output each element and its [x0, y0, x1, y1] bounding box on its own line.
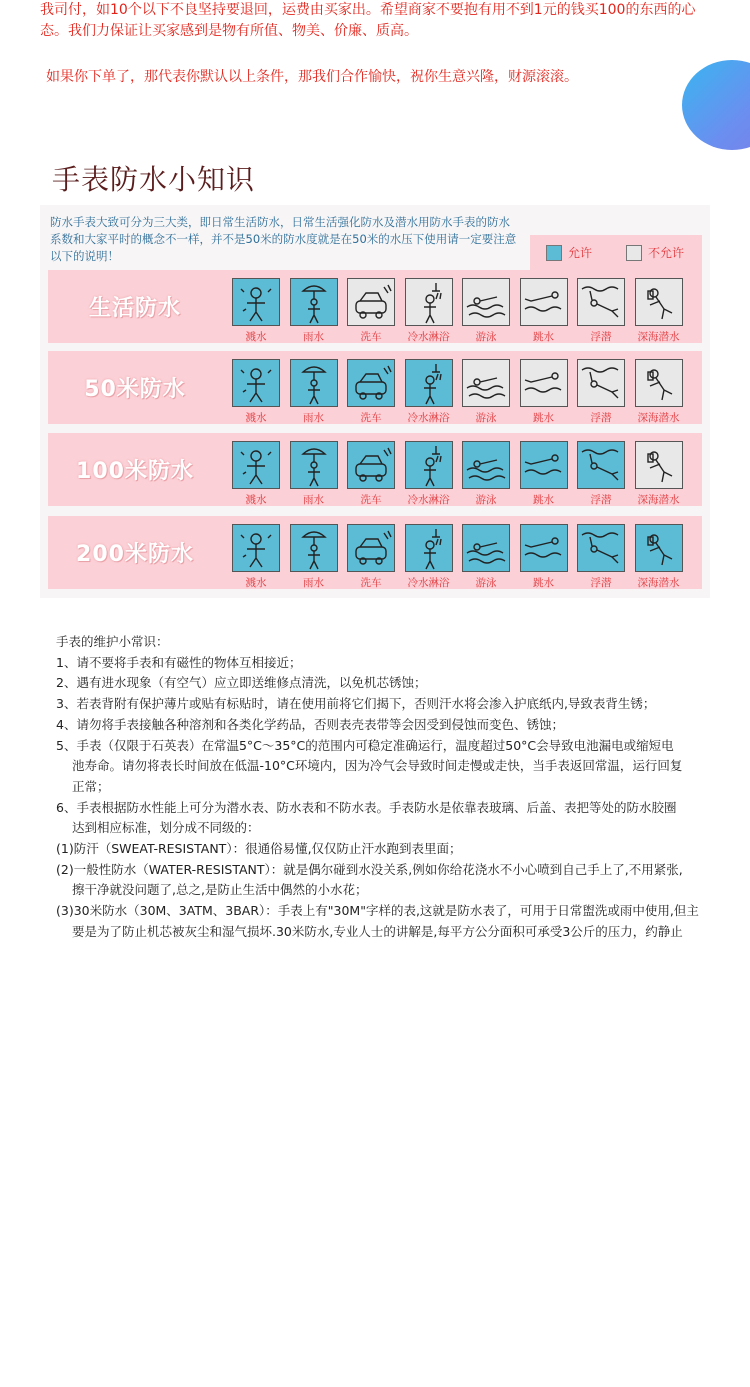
activity-cell — [230, 359, 282, 425]
car-wash-icon — [347, 524, 395, 572]
activity-label: 冷水淋浴 — [407, 331, 450, 343]
care-line: 正常； — [72, 778, 110, 794]
activity-label: 跳水 — [533, 577, 554, 589]
activity-label: 溅水 — [245, 494, 267, 506]
car-wash-icon — [347, 359, 395, 407]
snorkel-icon — [577, 441, 625, 489]
rating-row-label: 生活防水 — [48, 270, 222, 343]
splash-icon — [232, 441, 280, 489]
activity-cell — [345, 278, 397, 344]
waterproof-chart — [40, 205, 710, 598]
care-line: 4、请勿将手表接触各种溶剂和各类化学药品，否则表壳表带等会因受到侵蚀而变色、锈蚀； — [56, 716, 564, 732]
activity-cell — [230, 278, 282, 344]
snorkel-icon — [577, 359, 625, 407]
activity-cell — [633, 524, 685, 590]
activity-label: 跳水 — [533, 494, 554, 506]
care-line: 6、手表根据防水性能上可分为潜水表、防水表和不防水表。手表防水是依靠表玻璃、后盖、表把等处的防水胶圈 — [56, 799, 677, 815]
legend-allow-label: 允许 — [568, 246, 593, 260]
deep-sea-dive-icon — [635, 524, 683, 572]
activity-cell — [288, 441, 340, 507]
activity-label: 浮潜 — [590, 494, 612, 506]
activity-label: 游泳 — [475, 577, 497, 589]
activity-label: 游泳 — [475, 331, 497, 343]
shower-icon — [405, 359, 453, 407]
deep-sea-dive-icon — [635, 278, 683, 326]
activity-label: 雨水 — [303, 577, 324, 589]
rating-row — [222, 351, 702, 424]
rating-row — [222, 270, 702, 343]
dive-icon — [520, 441, 568, 489]
activity-cell — [230, 441, 282, 507]
rain-icon — [290, 278, 338, 326]
activity-label: 冷水淋浴 — [407, 577, 450, 589]
activity-cell — [403, 359, 455, 425]
care-line: 擦干净就没问题了,总之,是防止生活中偶然的小水花； — [72, 882, 368, 898]
dive-icon — [520, 278, 568, 326]
activity-label: 洗车 — [360, 494, 382, 506]
activity-cell — [575, 278, 627, 344]
swim-icon — [462, 524, 510, 572]
rating-row-label: 100米防水 — [48, 433, 222, 506]
activity-label: 溅水 — [245, 412, 267, 424]
activity-cell — [518, 524, 570, 590]
swim-icon — [462, 359, 510, 407]
activity-cell — [288, 359, 340, 425]
activity-label: 深海潜水 — [637, 331, 680, 343]
rain-icon — [290, 441, 338, 489]
activity-label: 雨水 — [303, 494, 324, 506]
activity-label: 浮潜 — [590, 412, 612, 424]
activity-cell — [288, 524, 340, 590]
intro-text: 我司付，如10个以下不良坚持要退回，运费由买家出。希望商家不要抱有用不到1元的钱买100的东西的心态。我们力保证让买家感到是物有所值、物美、价廉、质高。 — [40, 2, 696, 39]
swim-icon — [462, 278, 510, 326]
deep-sea-dive-icon — [635, 359, 683, 407]
activity-cell — [403, 278, 455, 344]
care-line: (2)一般性防水（WATER-RESISTANT）：就是偶尔碰到水没关系,例如你给花浇水不小心喷到自己手上了,不用紧张, — [56, 861, 683, 877]
rain-icon — [290, 524, 338, 572]
activity-label: 浮潜 — [590, 331, 612, 343]
activity-cell — [518, 359, 570, 425]
agreement-text: 如果你下单了，那代表你默认以上条件，那我们合作愉快，祝你生意兴隆，财源滚滚。 — [46, 69, 578, 85]
activity-label: 洗车 — [360, 577, 382, 589]
activity-cell — [345, 359, 397, 425]
snorkel-icon — [577, 524, 625, 572]
activity-cell — [345, 524, 397, 590]
care-tips — [56, 632, 706, 943]
care-line: 2、遇有进水现象（有空气）应立即送维修点清洗，以免机芯锈蚀； — [56, 675, 427, 691]
rating-row-label: 200米防水 — [48, 516, 222, 589]
care-line: (3)30米防水（30M、3ATM、3BAR）：手表上有"30M"字样的表,这就是防水表了，可用于日常盥洗或雨中使用,但主 — [56, 903, 699, 919]
chart-description: 防水手表大致可分为三大类，即日常生活防水，日常生活强化防水及潜水用防水手表的防水系数和大家平时的概念不一样，并不是50米的防水度就是在50米的水压下使用请一定要注意以下的说明！ — [50, 215, 517, 263]
activity-label: 洗车 — [360, 331, 382, 343]
shower-icon — [405, 524, 453, 572]
activity-cell — [403, 524, 455, 590]
rain-icon — [290, 359, 338, 407]
activity-label: 雨水 — [303, 412, 324, 424]
care-line: 3、若表背附有保护薄片或贴有标贴时，请在使用前将它们揭下，否则汗水将会渗入护底纸内,导致表背生锈； — [56, 696, 656, 712]
splash-icon — [232, 278, 280, 326]
splash-icon — [232, 359, 280, 407]
activity-label: 游泳 — [475, 412, 497, 424]
activity-label: 浮潜 — [590, 577, 612, 589]
activity-label: 冷水淋浴 — [407, 494, 450, 506]
shower-icon — [405, 278, 453, 326]
activity-cell — [460, 359, 512, 425]
dive-icon — [520, 359, 568, 407]
activity-label: 跳水 — [533, 331, 554, 343]
activity-cell — [633, 278, 685, 344]
activity-label: 深海潜水 — [637, 412, 680, 424]
splash-icon — [232, 524, 280, 572]
activity-cell — [575, 524, 627, 590]
activity-cell — [575, 359, 627, 425]
section-title: 手表防水小知识 — [52, 163, 256, 196]
car-wash-icon — [347, 278, 395, 326]
activity-cell — [633, 441, 685, 507]
activity-label: 冷水淋浴 — [407, 412, 450, 424]
rating-row — [222, 433, 702, 506]
activity-label: 雨水 — [303, 331, 324, 343]
activity-label: 游泳 — [475, 494, 497, 506]
care-line: 池寿命。请勿将表长时间放在低温-10°C环境内，因为冷气会导致时间走慢或走快，当手表返回常温，运行回复 — [72, 758, 683, 774]
activity-label: 深海潜水 — [637, 577, 680, 589]
activity-cell — [230, 524, 282, 590]
care-line: 1、请不要将手表和有磁性的物体互相接近； — [56, 654, 302, 670]
activity-cell — [575, 441, 627, 507]
decorative-circle — [682, 60, 750, 150]
activity-label: 深海潜水 — [637, 494, 680, 506]
legend — [530, 235, 702, 270]
activity-cell — [460, 441, 512, 507]
activity-cell — [403, 441, 455, 507]
activity-cell — [460, 524, 512, 590]
activity-label: 洗车 — [360, 412, 382, 424]
activity-cell — [518, 278, 570, 344]
activity-cell — [518, 441, 570, 507]
allow-swatch — [546, 245, 562, 261]
activity-cell — [345, 441, 397, 507]
legend-deny-label: 不允许 — [648, 246, 685, 260]
activity-label: 溅水 — [245, 331, 267, 343]
car-wash-icon — [347, 441, 395, 489]
care-line: 手表的维护小常识： — [56, 634, 169, 649]
activity-cell — [288, 278, 340, 344]
care-line: (1)防汗（SWEAT-RESISTANT）：很通俗易懂,仅仅防止汗水跑到表里面； — [56, 841, 462, 857]
care-line: 达到相应标准，划分成不同级的： — [72, 820, 260, 836]
dive-icon — [520, 524, 568, 572]
deep-sea-dive-icon — [635, 441, 683, 489]
activity-cell — [633, 359, 685, 425]
activity-cell — [460, 278, 512, 344]
activity-label: 跳水 — [533, 412, 554, 424]
rating-row — [222, 516, 702, 589]
snorkel-icon — [577, 278, 625, 326]
activity-label: 溅水 — [245, 577, 267, 589]
deny-swatch — [626, 245, 642, 261]
rating-row-label: 50米防水 — [48, 351, 222, 424]
swim-icon — [462, 441, 510, 489]
care-line: 要是为了防止机芯被灰尘和湿气损坏.30米防水,专业人士的讲解是,每平方公分面积可承受3公斤的压力，约静止 — [72, 923, 683, 939]
care-line: 5、手表（仅限于石英表）在常温5°C～35°C的范围内可稳定准确运行，温度超过50°C会导致电池漏电或缩短电 — [56, 737, 674, 753]
shower-icon — [405, 441, 453, 489]
